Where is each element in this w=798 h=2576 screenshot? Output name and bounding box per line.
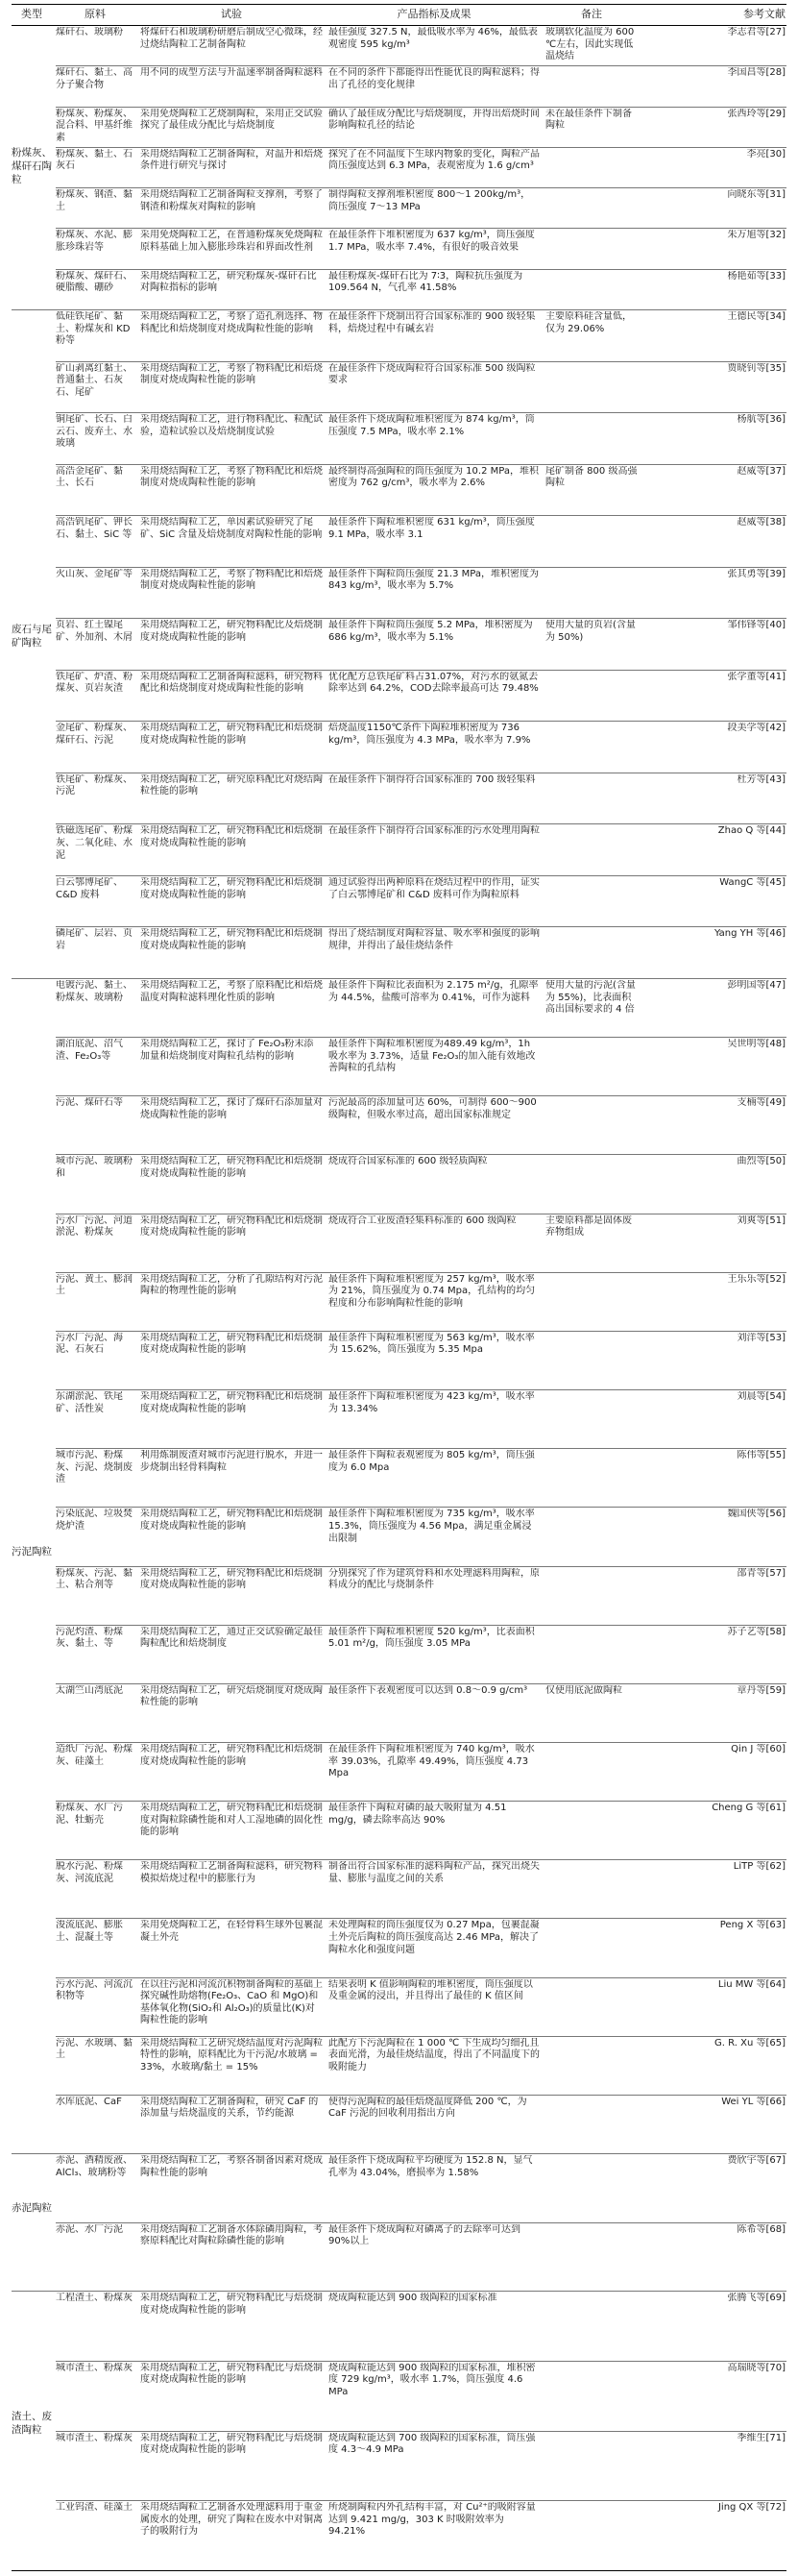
row-divider [56,875,786,876]
row-results: 使得污泥陶粒的最佳焙烧温度降低 200 ℃，为 CaF 污泥的回收利用指出方向 [328,2096,527,2120]
group-label: 渣土、废渣陶粒 [12,2410,52,2436]
row-material: 污水厂污泥、海泥、石灰石 [56,1332,123,1356]
row-experiment: 采用免烧陶粒工艺，在普通粉煤灰免烧陶粒原料基础上加入膨胀珍珠岩和界面改性剂 [140,230,323,254]
table-bottom-rule [12,2570,786,2571]
row-material: 浚流底泥、膨胀土、混凝土等 [56,1920,123,1943]
row-results: 在最佳条件下烧制出符合国家标准的 900 级轻集料，焙烧过程中有碱玄岩 [328,311,536,334]
row-results: 焙烧温度1150℃条件下陶粒堆积密度为 736 kg/m³，筒压强度为 4.3 MPa，吸水率为 7.9% [328,723,531,746]
row-reference: Yang YH 等[46] [713,928,786,940]
row-results: 通过试验得出两种原料在烧结过程中的作用，证实了白云鄂博尾矿和 C&D 废料可作为陶粒原料 [328,876,540,900]
row-divider [56,147,786,148]
group-label: 污泥陶粒 [12,1545,52,1558]
row-material: 污水污泥、河流沉积物等 [56,1978,133,2002]
row-material: 高浩钒尾矿、钾长石、黏土、SiC 等 [56,517,133,540]
row-reference: 彭明国等[47] [727,980,786,991]
row-divider [56,567,786,568]
row-divider [56,65,786,66]
row-reference: 高瑞晓等[70] [727,2362,786,2373]
row-material: 城市污泥、玻璃粉和 [56,1156,133,1180]
header-experiment: 试验 [221,8,242,20]
row-reference: 吴世明等[48] [727,1039,786,1050]
row-divider [56,2431,786,2432]
row-divider [56,1037,786,1038]
row-remarks [545,2038,638,2094]
row-results: 在最佳条件下制得符合国家标准的污水处理用陶粒 [328,825,540,837]
row-remarks [545,1097,638,1153]
row-remarks [545,2155,638,2221]
row-results: 制得陶粒支撑剂堆积密度 800～1 200kg/m³，筒压强度 7～13 MPa [328,189,531,212]
row-experiment: 采用烧结陶粒工艺，研究物料配比及焙烧制度对烧成陶粒性能的影响 [140,620,323,643]
row-divider [56,1448,786,1449]
row-divider [56,1801,786,1802]
row-experiment: 采用烧结陶粒工艺，研究原料配比对烧结陶粒性能的影响 [140,773,323,797]
row-experiment: 采用烧结陶粒工艺，研究物料配比与焙烧制度对烧成陶粒性能的影响 [140,2293,323,2316]
row-reference: 魏国侠等[56] [727,1509,786,1520]
row-reference: 章丹等[59] [737,1684,786,1696]
row-reference: 向晓东等[31] [727,189,786,201]
row-experiment: 采用烧结陶粒工艺制备水体除磷用陶粒，考察原料配比对陶粒除磷性能的影响 [140,2223,323,2247]
row-experiment: 采用烧结陶粒工艺，进行物料配比、粒配试验，造粒试验以及焙烧制度试验 [140,414,323,437]
row-remarks [545,1509,638,1564]
row-experiment: 采用烧结陶粒工艺，研究物料配比与焙烧制度对烧成陶粒性能的影响 [140,2432,323,2456]
row-reference: 刘洋等[53] [737,1332,786,1343]
row-remarks: 未在最佳条件下制备陶粒 [545,108,632,132]
row-reference: 张学董等[41] [727,671,786,682]
row-experiment: 采用烧结陶粒工艺，分析了孔隙结构对污泥陶粒的物理性能的影响 [140,1273,323,1297]
row-reference: 费欣宇等[67] [727,2155,786,2166]
row-remarks: 主要原料都是固体废弃物组成 [545,1214,632,1239]
row-divider [56,361,786,362]
row-results: 此配方下污泥陶粒在 1 000 ℃ 下生成均匀细孔且表面光滑，为最佳烧结温度，得出了不同温度下的吸附能力 [328,2037,540,2073]
row-remarks [545,1627,638,1682]
row-experiment: 采用烧结陶粒工艺，考察各制备因素对烧成陶粒性能的影响 [140,2155,323,2178]
row-divider [56,823,786,824]
group-divider [12,2153,786,2154]
row-reference: 曲烈等[50] [737,1156,786,1167]
row-remarks [545,271,638,308]
row-reference: 陈希等[68] [737,2223,786,2235]
row-material: 赤泥、水厂污泥 [56,2223,123,2235]
row-results: 最佳强度 327.5 N，最低吸水率为 46%，最低表观密度 595 kg/m³ [328,27,538,50]
row-material: 污泥、黄土、膨润土 [56,1273,133,1297]
row-remarks [545,2224,638,2291]
row-results: 最佳条件下陶粒筒压强度 21.3 MPa，堆积密度为 843 kg/m³，吸水率为 5.7% [328,568,539,592]
row-material: 页岩、红土镍尾矿、外加剂、木屑 [56,620,133,643]
row-experiment: 采用烧结陶粒工艺，探讨了煤矸石添加量对烧成陶粒性能的影响 [140,1097,323,1120]
row-experiment: 采用免烧陶粒工艺，在轻骨料生球外包裹混凝土外壳 [140,1920,323,1943]
row-divider [56,1331,786,1332]
row-reference: 杨航等[36] [737,414,786,426]
row-material: 粉煤灰、污泥、黏土、粘合剂等 [56,1567,133,1591]
row-material: 城市渣土、粉煤灰 [56,2432,133,2443]
row-remarks [545,2433,638,2500]
row-results: 污泥最高的添加量可达 60%，可制得 600～900 级陶粒，但吸水率过高，超出国家标准规定 [328,1097,537,1120]
row-remarks [545,1274,638,1330]
row-divider [56,1272,786,1273]
row-results: 烧成符合工业废渣轻集料标准的 600 级陶粒 [328,1214,517,1226]
row-material: 污泥灼渣、粉煤灰、黏土、等 [56,1626,123,1650]
row-results: 在最佳条件下堆积密度为 637 kg/m³，筒压强度 1.7 MPa，吸水率 7.4%，有很好的吸音效果 [328,230,535,254]
row-reference: 朱万旭等[32] [727,230,786,241]
row-results: 烧成陶粒能达到 700 级陶粒的国家标准，筒压强度 4.3～4.9 MPa [328,2432,536,2456]
row-material: 金尾矿、粉煤灰、煤矸石、污泥 [56,723,133,746]
row-results: 探究了在不同温度下生球内物象的变化，陶粒产品筒压强度达到 6.3 MPa，表观密度为 1.6 g/cm³ [328,148,540,172]
row-divider [56,269,786,270]
row-remarks [545,67,638,105]
row-remarks [545,825,638,874]
row-remarks [545,149,638,186]
row-material: 煤矸石、黏土、高分子聚合物 [56,67,133,90]
row-divider [56,1389,786,1390]
group-label: 废石与尾矿陶粒 [12,624,52,649]
row-results: 在不同的条件下都能得出性能优良的陶粒滤料；得出了孔径的变化规律 [328,67,540,90]
row-results: 确认了最佳成分配比与焙烧制度，并得出焙烧时间影响陶粒孔径的结论 [328,108,540,132]
row-divider [56,412,786,413]
row-remarks [545,2502,638,2569]
row-divider [56,107,786,108]
row-reference: 陈伟等[55] [737,1450,786,1461]
row-material: 东湖淤泥、铁尾矿、活性炭 [56,1391,123,1414]
row-results: 最佳条件下陶粒堆积密度为 423 kg/m³，吸水率为 13.34% [328,1391,535,1414]
row-remarks [545,723,638,772]
row-material: 粉煤灰、煤矸石、硬脂酸、硼砂 [56,270,133,294]
row-results: 最佳条件下陶粒堆积密度为 735 kg/m³，吸水率 15.3%，筒压强度为 4.56 Mpa，满足重金属浸出限制 [328,1509,535,1544]
row-material: 白云鄂博尾矿、C&D 废料 [56,876,123,900]
row-remarks: 使用大量的页岩(含量为 50%) [545,620,636,643]
row-results: 得出了烧结制度对陶粒容量、吸水率和强度的影响规律，并得出了最佳烧结条件 [328,928,540,952]
row-remarks: 主要原料硅含量低，仅为 29.06% [545,311,632,334]
row-divider [56,2361,786,2362]
row-divider [56,1977,786,1978]
row-experiment: 采用烧结陶粒工艺制备水处理滤料用于重金属废水的处理，研究了陶粒在废水中对铜离子的吸附行为 [140,2502,323,2538]
row-results: 最佳条件下表观密度可以达到 0.8～0.9 g/cm³ [328,1684,528,1696]
row-reference: 王德民等[34] [727,311,786,322]
row-divider [56,1742,786,1743]
row-divider [56,1154,786,1155]
row-results: 所烧制陶粒内外孔结构丰富，对 Cu²⁺的吸附容量达到 9.421 mg/g，303 K 时吸附效率为 94.21% [328,2502,536,2538]
row-material: 粉煤灰、黏土、石灰石 [56,148,133,172]
header-remarks: 备注 [581,8,602,20]
row-experiment: 采用烧结陶粒工艺，研究物料配比和焙烧制度对烧成陶粒性能的影响 [140,1332,323,1356]
header-rule [12,25,786,26]
row-results: 最佳条件下陶粒堆积密度为 563 kg/m³，吸水率为 15.62%，筒压强度为 5.35 Mpa [328,1332,535,1356]
row-experiment: 采用烧结陶粒工艺，单因素试验研究了尾矿、SiC 含量及焙烧制度对陶粒性能的影响 [140,517,323,540]
row-experiment: 采用烧结陶粒工艺制备陶粒滤料，研究物料模拟焙烧过程中的膨胀行为 [140,1861,323,1884]
row-results: 分别探究了作为建筑骨料和水处理滤料用陶粒，原料成分的配比与烧制条件 [328,1567,540,1591]
row-remarks: 使用大量的污泥(含量为 55%)，比表面积高出国标要求的 4 倍 [545,980,636,1016]
row-experiment: 采用烧结陶粒工艺，研究物料配比和焙烧制度对烧成陶粒性能的影响 [140,1214,323,1239]
row-results: 在最佳条件下陶粒堆积密度为 740 kg/m³，吸水率 39.03%，孔隙率 49.49%，筒压强度 4.73 Mpa [328,1743,535,1779]
row-experiment: 采用烧结陶粒工艺，研究粉煤灰-煤矸石比对陶粒指标的影响 [140,270,317,294]
row-experiment: 采用烧结陶粒工艺制备陶粒支撑剂，考察了钢渣和粉煤灰对陶粒的影响 [140,189,323,212]
row-material: 磷尾矿、层岩、页岩 [56,928,133,952]
row-experiment: 采用烧结陶粒工艺，考察了物料配比和焙烧制度对烧成陶粒性能的影响 [140,568,323,592]
row-divider [56,1683,786,1684]
row-reference: Peng X 等[63] [719,1920,786,1931]
row-remarks: 仅使用底泥做陶粒 [545,1684,622,1696]
row-results: 在最佳条件下制得符合国家标准的 700 级轻集料 [328,773,536,785]
row-divider [56,1625,786,1626]
row-material: 污泥、煤矸石等 [56,1097,123,1109]
row-divider [56,515,786,516]
row-results: 制备出符合国家标准的滤料陶粒产品，探究出烧失量、膨胀与温度之间的关系 [328,1861,540,1884]
row-material: 污染底泥、垃圾焚烧炉渣 [56,1509,133,1532]
row-experiment: 采用烧结陶粒工艺，考察了物料配比和焙烧制度对烧成陶粒性能的影响 [140,465,323,489]
row-results: 最佳条件下烧成陶粒对磷离子的去除率可达到 90%以上 [328,2223,520,2247]
row-experiment: 利用炼制废渣对城市污泥进行脱水，并进一步烧制出轻骨料陶粒 [140,1450,323,1473]
row-results: 最佳粉煤灰-煤矸石比为 7∶3，陶粒抗压强度为 109.564 N，气孔率 41.58% [328,270,523,294]
row-divider [56,187,786,188]
row-remarks [545,1803,638,1858]
row-results: 最佳条件下烧成陶粒堆积密度为 874 kg/m³，筒压强度 7.5 MPa，吸水率 2.1% [328,414,535,437]
row-material: 高浩金尾矿、黏土、长石 [56,465,123,489]
header-material: 原料 [85,8,106,20]
row-material: 造纸厂污泥、粉煤灰、硅藻土 [56,1743,133,1767]
row-divider [56,721,786,722]
row-divider [56,1507,786,1508]
row-results: 在最佳条件下烧成陶粒符合国家标准 500 级陶粒要求 [328,362,536,386]
row-remarks [545,928,638,977]
row-results: 最佳条件下陶粒堆积密度 631 kg/m³，筒压强度 9.1 MPa，吸水率 3.1 [328,517,535,540]
row-experiment: 用不同的成型方法与升温速率制备陶粒滤料 [140,67,323,79]
row-reference: Cheng G 等[61] [712,1803,786,1814]
row-remarks [545,1391,638,1447]
row-experiment: 采用烧结陶粒工艺，研究物料配比和焙烧制度对烧成陶粒性能的影响 [140,723,323,746]
row-reference: 王乐乐等[52] [727,1273,786,1285]
row-experiment: 采用烧结陶粒工艺制备陶粒滤料，研究物料配比和焙烧制度对烧成陶粒性能的影响 [140,671,323,695]
row-remarks [545,2293,638,2360]
header-results: 产品指标及成果 [397,8,472,20]
row-remarks [545,672,638,721]
row-remarks [545,2363,638,2430]
row-experiment: 采用烧结陶粒工艺，研究物料配比和焙烧制度对烧成陶粒性能的影响 [140,1509,323,1532]
row-results: 未处理陶粒的筒压强度仅为 0.27 Mpa，包裹混凝土外壳后陶粒的筒压强度高达 2.46 MPa，解决了陶粒水化和强度问题 [328,1920,540,1955]
row-experiment: 采用烧结陶粒工艺，研究物料配比和焙烧制度对烧成陶粒性能的影响 [140,825,323,848]
row-results: 优化配方总铁尾矿料占31.07%，对污水的氨氮去除率达到 64.2%，COD去除率最高可达 79.48% [328,671,539,695]
row-material: 太湖竺山湾底泥 [56,1684,123,1696]
row-remarks [545,1333,638,1388]
row-results: 结果表明 K 值影响陶粒的堆积密度，筒压强度以及重金属的浸出，并且得出了最佳的 K 值区间 [328,1978,533,2002]
row-experiment: 采用烧结陶粒工艺制备陶粒，研究 CaF 的添加量与焙烧温度的关系，节约能源 [140,2096,319,2120]
row-material: 铁尾矿、炉渣、粉煤灰、页岩灰渣 [56,671,133,695]
row-results: 最佳条件下陶粒筒压强度 5.2 MPa，堆积密度为 686 kg/m³，吸水率为 5.1% [328,620,533,643]
row-results: 最佳条件下陶粒表观密度为 805 kg/m³，筒压强度为 6.0 Mpa [328,1450,535,1473]
row-remarks: 尾矿制备 800 级高强陶粒 [545,465,638,489]
row-remarks [545,1744,638,1800]
row-remarks [545,1979,638,2035]
row-results: 烧成陶粒能达到 900 级陶粒的国家标准，堆积密度 729 kg/m³，吸水率 1.7%，筒压强度 4.6 MPa [328,2362,536,2397]
row-material: 铁尾矿、粉煤灰、污泥 [56,773,133,797]
row-reference: Qin J 等[60] [731,1743,786,1754]
row-reference: 赵威等[37] [737,465,786,477]
row-experiment: 采用烧结陶粒工艺，研究物料配比和焙烧制度对烧成陶粒性能的影响 [140,1391,323,1414]
row-experiment: 采用烧结陶粒工艺，研究物料配比和焙烧制度对烧成陶粒性能的影响 [140,928,323,952]
row-experiment: 采用烧结陶粒工艺，考察了原料配比和焙烧温度对陶粒滤料理化性质的影响 [140,980,323,1003]
row-remarks [545,363,638,412]
row-results: 最佳条件下烧成陶粒平均硬度为 152.8 N，显气孔率为 43.04%，磨损率为 1.58% [328,2155,533,2178]
row-reference: Wei YL 等[66] [721,2096,786,2107]
row-experiment: 采用烧结陶粒工艺，考察了造孔剂选择、物料配比和焙烧制度对烧成陶粒性能的影响 [140,311,323,334]
row-experiment: 采用烧结陶粒工艺，研究物料配比和焙烧制度对烧成陶粒性能的影响 [140,1156,323,1180]
group-divider [12,2291,786,2292]
row-remarks [545,189,638,227]
row-results: 最佳条件下陶粒堆积密度为489.49 kg/m³，1h 吸水率为 3.73%，适量 Fe₂O₃的加入能有效地改善陶粒的孔结构 [328,1039,536,1074]
row-material: 污水厂污泥、河道淤泥、粉煤灰 [56,1214,133,1239]
row-experiment: 采用烧结陶粒工艺，研究物料配比与焙烧制度对烧成陶粒性能的影响 [140,2362,323,2386]
row-experiment: 在以往污泥和河流沉积物制备陶粒的基础上探究碱性助熔物(Fe₂O₃、CaO 和 MgO)和基体氧化物(SiO₂和 Al₂O₃)的质量比(K)对陶粒性能的影响 [140,1978,323,2026]
row-divider [56,1566,786,1567]
row-reference: 季维生[71] [737,2432,786,2443]
row-experiment: 采用烧结陶粒工艺，研究物料配比和焙烧制度对烧成陶粒性能的影响 [140,1567,323,1591]
row-reference: 支楠等[49] [737,1097,786,1109]
row-material: 粉煤灰、水泥、膨胀珍珠岩等 [56,230,133,254]
row-material: 电镀污泥、黏土、粉煤灰、玻璃粉 [56,980,133,1003]
row-reference: 张其勇等[39] [727,568,786,579]
row-remarks [545,569,638,618]
data-table [12,4,786,2571]
row-reference: 刘爽等[51] [737,1214,786,1226]
row-material: 污泥、水玻璃、黏土 [56,2037,133,2061]
row-reference: 赵威等[38] [737,517,786,528]
row-material: 粉煤灰、钢渣、黏土 [56,189,133,212]
row-divider [56,926,786,927]
row-experiment: 采用烧结陶粒工艺，研究物料配比和焙烧制度对烧成陶粒性能的影响 [140,876,323,900]
header-type: 类型 [21,8,42,20]
row-divider [56,1095,786,1096]
row-divider [56,228,786,229]
row-experiment: 采用烧结陶粒工艺，研究焙烧制度对烧成陶粒性能的影响 [140,1684,323,1708]
row-reference: 邵青等[57] [737,1567,786,1579]
row-remarks [545,1861,638,1917]
row-experiment: 采用烧结陶粒工艺，通过正交试验确定最佳陶粒配比和焙烧制度 [140,1626,323,1650]
row-material: 煤矸石、玻璃粉 [56,27,123,37]
row-divider [56,1918,786,1919]
row-remarks [545,1450,638,1506]
row-remarks [545,414,638,463]
row-experiment: 采用烧结陶粒工艺，研究物料配比和焙烧制度对烧成陶粒性能的影响 [140,1743,323,1767]
row-results: 烧成符合国家标准的 600 级轻质陶粒 [328,1156,488,1167]
row-results: 最佳条件下陶粒堆积密度 520 kg/m³，比表面积 5.01 m²/g，筒压强度 3.05 MPa [328,1626,535,1650]
row-experiment: 采用烧结陶粒工艺，探讨了 Fe₂O₃粉末添加量和焙烧制度对陶粒孔结构的影响 [140,1039,314,1062]
row-reference: 李国昌等[28] [727,67,786,79]
row-reference: 张西玲等[29] [727,108,786,119]
row-reference: LiTP 等[62] [733,1861,786,1873]
row-reference: 贾晓钊等[35] [727,362,786,374]
row-divider [56,618,786,619]
row-remarks [545,1920,638,1975]
row-experiment: 采用免烧陶粒工艺烧制陶粒，采用正交试验探究了最佳成分配比与焙烧制度 [140,108,323,132]
row-experiment: 将煤矸石和玻璃粉研磨后制成空心微珠，经过烧结陶粒工艺制备陶粒 [140,27,323,50]
row-reference: WangC 等[45] [719,876,786,888]
header-references: 参考文献 [743,8,786,20]
row-material: 铁磁选尾矿、粉煤灰、二氧化硅、水泥 [56,825,133,861]
row-reference: 杨艳茹等[33] [727,270,786,282]
group-label: 粉煤灰、煤矸石陶粒 [12,147,52,185]
row-reference: 段美学等[42] [727,723,786,734]
row-divider [56,464,786,465]
row-reference: 张腾飞等[69] [727,2293,786,2303]
row-reference: 杜芳等[43] [737,773,786,785]
row-material: 工程渣土、粉煤灰 [56,2293,133,2303]
row-divider [56,670,786,671]
row-experiment: 采用烧结陶粒工艺，研究物料配比和焙烧制度对陶粒除磷性能和对人工湿地磷的固化性能的影响 [140,1803,323,1838]
row-material: 城市污泥、粉煤灰、污泥、烧制废渣 [56,1450,133,1485]
row-material: 水库底泥、CaF [56,2096,122,2107]
row-material: 矿山剥离红黏土、普通黏土、石灰石、尾矿 [56,362,133,398]
row-reference: Zhao Q 等[44] [717,825,786,837]
row-remarks [545,1568,638,1624]
row-divider [56,2036,786,2037]
row-results: 烧成陶粒能达到 900 级陶粒的国家标准 [328,2293,497,2303]
row-material: 城市渣土、粉煤灰 [56,2362,133,2373]
row-reference: G. R. Xu 等[65] [714,2037,786,2049]
row-results: 最佳条件下陶粒对磷的最大吸附量为 4.51 mg/g，磷去除率高达 90% [328,1803,507,1826]
row-reference: Jing QX 等[72] [717,2502,786,2514]
row-remarks [545,1039,638,1094]
row-remarks [545,877,638,926]
row-results: 最佳条件下陶粒比表面积为 2.175 m²/g，孔隙率为 44.5%，盐酸可溶率为 0.41%，可作为滤料 [328,980,539,1003]
row-experiment: 采用烧结陶粒工艺制备陶粒，对温升和焙烧条件进行研究与探讨 [140,148,323,172]
group-divider [12,978,786,979]
row-remarks [545,517,638,566]
row-material: 低硅铁尾矿、黏土、粉煤灰和 KD 粉等 [56,311,131,347]
row-reference: 李志君等[27] [727,27,786,37]
row-divider [56,2222,786,2223]
row-material: 赤泥、酒精废液、AlCl₃、玻璃粉等 [56,2155,133,2178]
group-divider [12,309,786,310]
row-material: 火山灰、金尾矿等 [56,568,133,579]
row-material: 粉煤灰、粉煤灰、混合料、甲基纤维素 [56,108,133,143]
row-experiment: 采用烧结陶粒工艺研究烧结温度对污泥陶粒特性的影响，原料配比为干污泥/水玻璃 = 33%，水玻璃/黏土 = 15% [140,2037,323,2073]
row-divider [56,2500,786,2501]
row-remarks [545,2097,638,2152]
row-results: 最佳条件下陶粒堆积密度为 257 kg/m³，吸水率为 21%，筒压强度为 0.74 Mpa，孔结构的均匀程度和分布影响陶粒性能的影响 [328,1273,536,1309]
row-remarks [545,230,638,267]
row-experiment: 采用烧结陶粒工艺，考察了物料配比和焙烧制度对烧成陶粒性能的影响 [140,362,323,386]
row-divider [56,1859,786,1860]
row-material: 铜尾矿、长石、白云石、废弃土、水玻璃 [56,414,133,450]
row-material: 工业钨渣、硅藻土 [56,2502,133,2514]
row-divider [56,2095,786,2096]
row-material: 粉煤灰、水厂污泥、牡蛎壳 [56,1803,123,1826]
row-reference: 邹伟锋等[40] [727,620,786,631]
row-material: 脱水污泥、粉煤灰、河流底泥 [56,1861,123,1884]
row-material: 湖泊底泥、沼气渣、Fe₂O₃等 [56,1039,123,1062]
row-reference: 苏子艺等[58] [727,1626,786,1637]
row-remarks [545,1156,638,1212]
row-remarks [545,774,638,823]
group-label: 赤泥陶粒 [12,2201,52,2214]
row-reference: 刘晨等[54] [737,1391,786,1403]
row-reference: Liu MW 等[64] [717,1978,786,1990]
row-reference: 李亮[30] [746,148,786,159]
row-remarks: 玻璃软化温度为 600 ℃左右，因此实现低温烧结 [545,27,635,62]
row-results: 最终制得高强陶粒的筒压强度为 10.2 MPa，堆积密度为 762 g/cm³，吸水率为 2.6% [328,465,539,489]
